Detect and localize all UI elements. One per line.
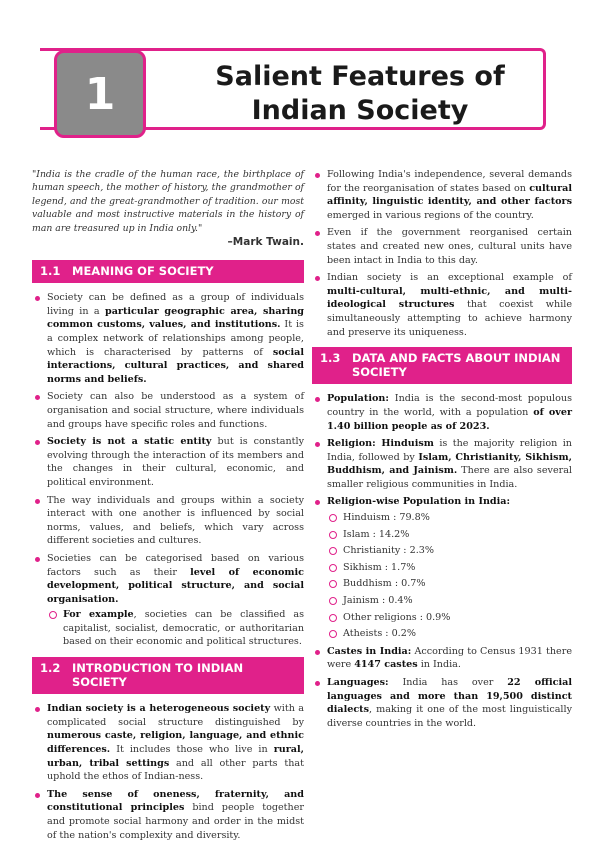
religion-item: Other religions : 0.9%	[327, 611, 572, 625]
section-heading-1-2	[32, 657, 304, 694]
intro-list-left	[32, 702, 304, 842]
epigraph-quote: "India is the cradle of the human race, the birthplace of human speech, the mother of history, the grandmother of legend, and the great-grandmother of tradition. our most valuable and most instructive materials in the history of man are treasured up in India only."	[32, 169, 304, 234]
list-item: Indian society is a heterogeneous society with a complicated social structure distinguished by numerous caste, religion, language, and ethnic differences. It includes those who live in rural, urban, tribal settings and all other parts that uphold the ethos of Indian-ness.	[32, 702, 304, 784]
list-item: Religion: Hinduism is the majority religion in India, followed by Islam, Christianity, Sikhism, Buddhism, and Jainism. There are also several smaller religious communities in India.	[312, 437, 572, 491]
list-item: Society is not a static entity but is constantly evolving through the interaction of its members and the changes in their cultural, economic, and political environment.	[32, 435, 304, 489]
section-heading-1-3	[312, 347, 572, 384]
list-item: Castes in India: According to Census 1931 there were 4147 castes in India.	[312, 645, 572, 672]
list-item: Population: India is the second-most populous country in the world, with a population of over 1.40 billion people as of 2023.	[312, 392, 572, 433]
list-item: Societies can be categorised based on various factors such as their level of economic development, political structure, and social organisation. For example, societies can be classified as capitalist, socialist, democratic, or authoritarian based on their economic and political structures.	[32, 552, 304, 649]
list-item: Society can also be understood as a system of organisation and social structure, where individuals and groups have specific roles and functions.	[32, 390, 304, 431]
section-number: 1.1	[40, 263, 61, 278]
list-item: Following India's independence, several demands for the reorganisation of states based on cultural affinity, linguistic identity, and other factors emerged in various regions of the country.	[312, 168, 572, 222]
religion-item: Jainism : 0.4%	[327, 594, 572, 608]
section-heading-1-1	[32, 260, 304, 284]
list-item: The sense of oneness, fraternity, and constitutional principles bind people together and promote social harmony and order in the midst of the nation's complexity and diversity.	[32, 788, 304, 842]
right-column	[312, 168, 572, 734]
list-item: Indian society is an exceptional example of multi-cultural, multi-ethnic, and multi-ideological structures that coexist while simultaneously attempting to achieve harmony and preserve its uniqueness.	[312, 271, 572, 339]
religion-item: Hinduism : 79.8%	[327, 511, 572, 525]
list-item: Society can be defined as a group of individuals living in a particular geographic area, sharing common customs, values, and institutions. It is a complex network of relationships among people, which is characterised by patterns of social interactions, cultural practices, and shared norms and beliefs.	[32, 291, 304, 386]
religion-item: Sikhism : 1.7%	[327, 561, 572, 575]
section-number: 1.3	[320, 351, 341, 366]
chapter-title-line2: Indian Society	[251, 95, 469, 126]
epigraph-author: –Mark Twain.	[227, 236, 304, 249]
chapter-number-badge	[54, 50, 146, 138]
list-item: Languages: India has over 22 official languages and more than 19,500 distinct dialects, making it one of the most linguistically diverse countries in the world.	[312, 676, 572, 730]
left-column	[32, 168, 304, 846]
section-title: INTRODUCTION TO INDIAN SOCIETY	[72, 661, 244, 689]
chapter-title-line1: Salient Features of	[215, 61, 505, 92]
religion-item: Christianity : 2.3%	[327, 544, 572, 558]
chapter-header	[0, 0, 600, 150]
facts-list	[312, 392, 572, 730]
sub-list	[47, 608, 304, 649]
list-item: Religion-wise Population in India: Hinduism : 79.8% Islam : 14.2% Christianity : 2.3% Sikhism : 1.7% Buddhism : 0.7% Jainism : 0.4% Other religions : 0.9% Atheists : 0.2%	[312, 495, 572, 640]
religion-item: Atheists : 0.2%	[327, 627, 572, 641]
list-item: The way individuals and groups within a society interact with one another is influenced by social norms, values, and beliefs, which vary across different societies and cultures.	[32, 494, 304, 548]
religion-list	[327, 511, 572, 641]
religion-item: Buddhism : 0.7%	[327, 577, 572, 591]
chapter-number: 1	[84, 68, 116, 120]
section-number: 1.2	[40, 661, 61, 676]
section-title: DATA AND FACTS ABOUT INDIAN SOCIETY	[352, 351, 561, 379]
list-item: Even if the government reorganised certain states and created new ones, cultural units have been intact in India to this day.	[312, 226, 572, 267]
section-title: MEANING OF SOCIETY	[72, 263, 214, 278]
intro-list-right	[312, 168, 572, 339]
chapter-title	[180, 60, 540, 128]
meaning-list	[32, 291, 304, 649]
religion-item: Islam : 14.2%	[327, 528, 572, 542]
sub-list-item: For example, societies can be classified as capitalist, socialist, democratic, or authoritarian based on their economic and political structures.	[47, 608, 304, 649]
